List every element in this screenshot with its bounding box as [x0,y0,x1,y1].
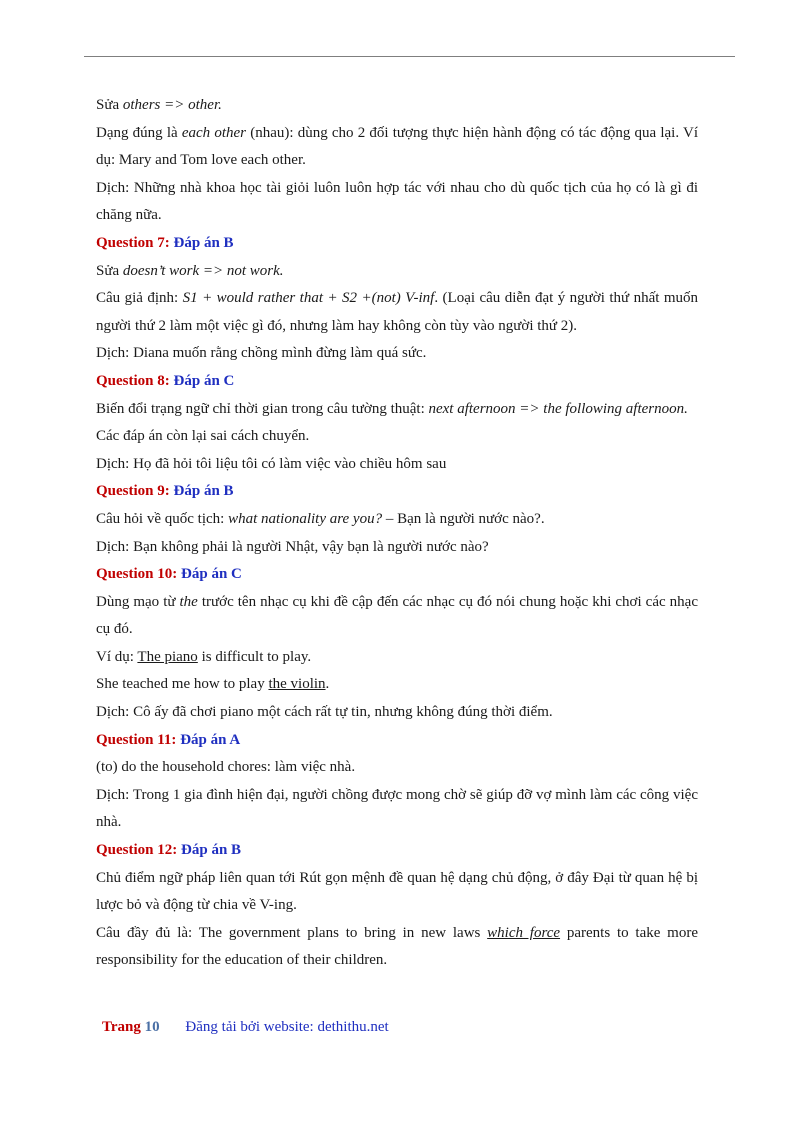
answer-label: Đáp án C [173,372,235,389]
question-label: Question 10: [96,566,178,583]
question-heading-11 [96,727,698,755]
answer-label: Đáp án B [181,842,242,859]
question-heading-12 [96,837,698,865]
correction-line: Sửa others => other. [96,97,222,113]
translation-paragraph: Dịch: Cô ấy đã chơi piano một cách rất tự tin, nhưng không đúng thời điểm. [96,704,553,721]
underlined-term: The piano [137,648,198,665]
explanation-paragraph: Câu đầy đủ là: The government plans to bring in new laws which force parents to take more responsibility for the education of their children. [96,924,698,969]
answer-label: Đáp án C [181,566,242,583]
explanation-paragraph: Dạng đúng là each other (nhau): dùng cho 2 đối tượng thực hiện hành động có tác động qua lại. Ví dụ: Mary and Tom love each other. [96,124,698,169]
question-heading-8 [96,368,698,396]
answer-label: Đáp án B [173,234,234,251]
example-line: Ví dụ: The piano is difficult to play. [96,648,312,665]
translation-paragraph: Dịch: Những nhà khoa học tài giỏi luôn luôn hợp tác với nhau cho dù quốc tịch của họ có là gì đi chăng nữa. [96,179,698,224]
correction-text: doesn’t work => not work. [122,262,284,279]
page-number: 10 [144,1019,160,1035]
explanation-paragraph: Câu giả định: S1 + would rather that + S2 +(not) V-inf. (Loại câu diễn đạt ý người thứ nhất muốn người thứ 2 làm một việc gì đó, nhưng làm hay không còn tùy vào người thứ 2). [96,290,698,334]
answer-explanations [96,92,698,975]
answer-label: Đáp án A [180,731,241,748]
term-italic: what nationality are you? [228,510,383,527]
header-rule [84,56,735,57]
translation-paragraph: Dịch: Bạn không phải là người Nhật, vậy bạn là người nước nào? [96,538,489,555]
correction-line: Sửa doesn’t work => not work. [96,262,284,279]
term-italic: each other [181,124,247,141]
term-italic: next afternoon => the following afternoon. [428,400,688,417]
translation-paragraph: Dịch: Trong 1 gia đình hiện đại, người chồng được mong chờ sẽ giúp đỡ vợ mình làm các công việc nhà. [96,786,698,831]
underlined-term: the violin [268,676,326,693]
question-label: Question 9: [96,483,170,500]
question-heading-10 [96,561,698,589]
answer-label: Đáp án B [173,483,234,500]
translation-paragraph: Dịch: Họ đã hỏi tôi liệu tôi có làm việc vào chiều hôm sau [96,455,447,472]
explanation-paragraph: Dùng mạo từ the trước tên nhạc cụ khi đề cập đến các nhạc cụ đó nói chung hoặc khi chơi các nhạc cụ đó. [96,593,698,638]
question-heading-7 [96,230,698,258]
explanation-paragraph: Câu hỏi về quốc tịch: what nationality are you? – Bạn là người nước nào?. [96,510,545,527]
page-footer [102,1019,389,1036]
correction-text: others => other. [122,97,222,113]
question-label: Question 11: [96,731,177,748]
translation-paragraph: Dịch: Diana muốn rằng chồng mình đừng làm quá sức. [96,345,427,362]
publisher-credit: Đăng tải bởi website: dethithu.net [185,1019,389,1035]
formula-italic: S1 + would rather that + S2 +(not) V-inf [182,290,435,307]
explanation-paragraph: (to) do the household chores: làm việc nhà. [96,759,356,776]
example-line: She teached me how to play the violin. [96,676,330,693]
question-label: Question 8: [96,372,170,389]
question-label: Question 12: [96,842,178,859]
underlined-term: which force [487,924,561,941]
question-heading-9 [96,478,698,506]
term-italic: the [179,593,198,610]
explanation-paragraph: Biến đổi trạng ngữ chỉ thời gian trong câu tường thuật: next afternoon => the following afternoon. [96,400,688,417]
explanation-paragraph: Chủ điểm ngữ pháp liên quan tới Rút gọn mệnh đề quan hệ dạng chủ động, ở đây Đại từ quan hệ bị lược bỏ và động từ chia về V-ing. [96,869,698,914]
page-label: Trang [102,1019,141,1035]
explanation-paragraph: Các đáp án còn lại sai cách chuyển. [96,428,310,445]
question-label: Question 7: [96,234,170,251]
